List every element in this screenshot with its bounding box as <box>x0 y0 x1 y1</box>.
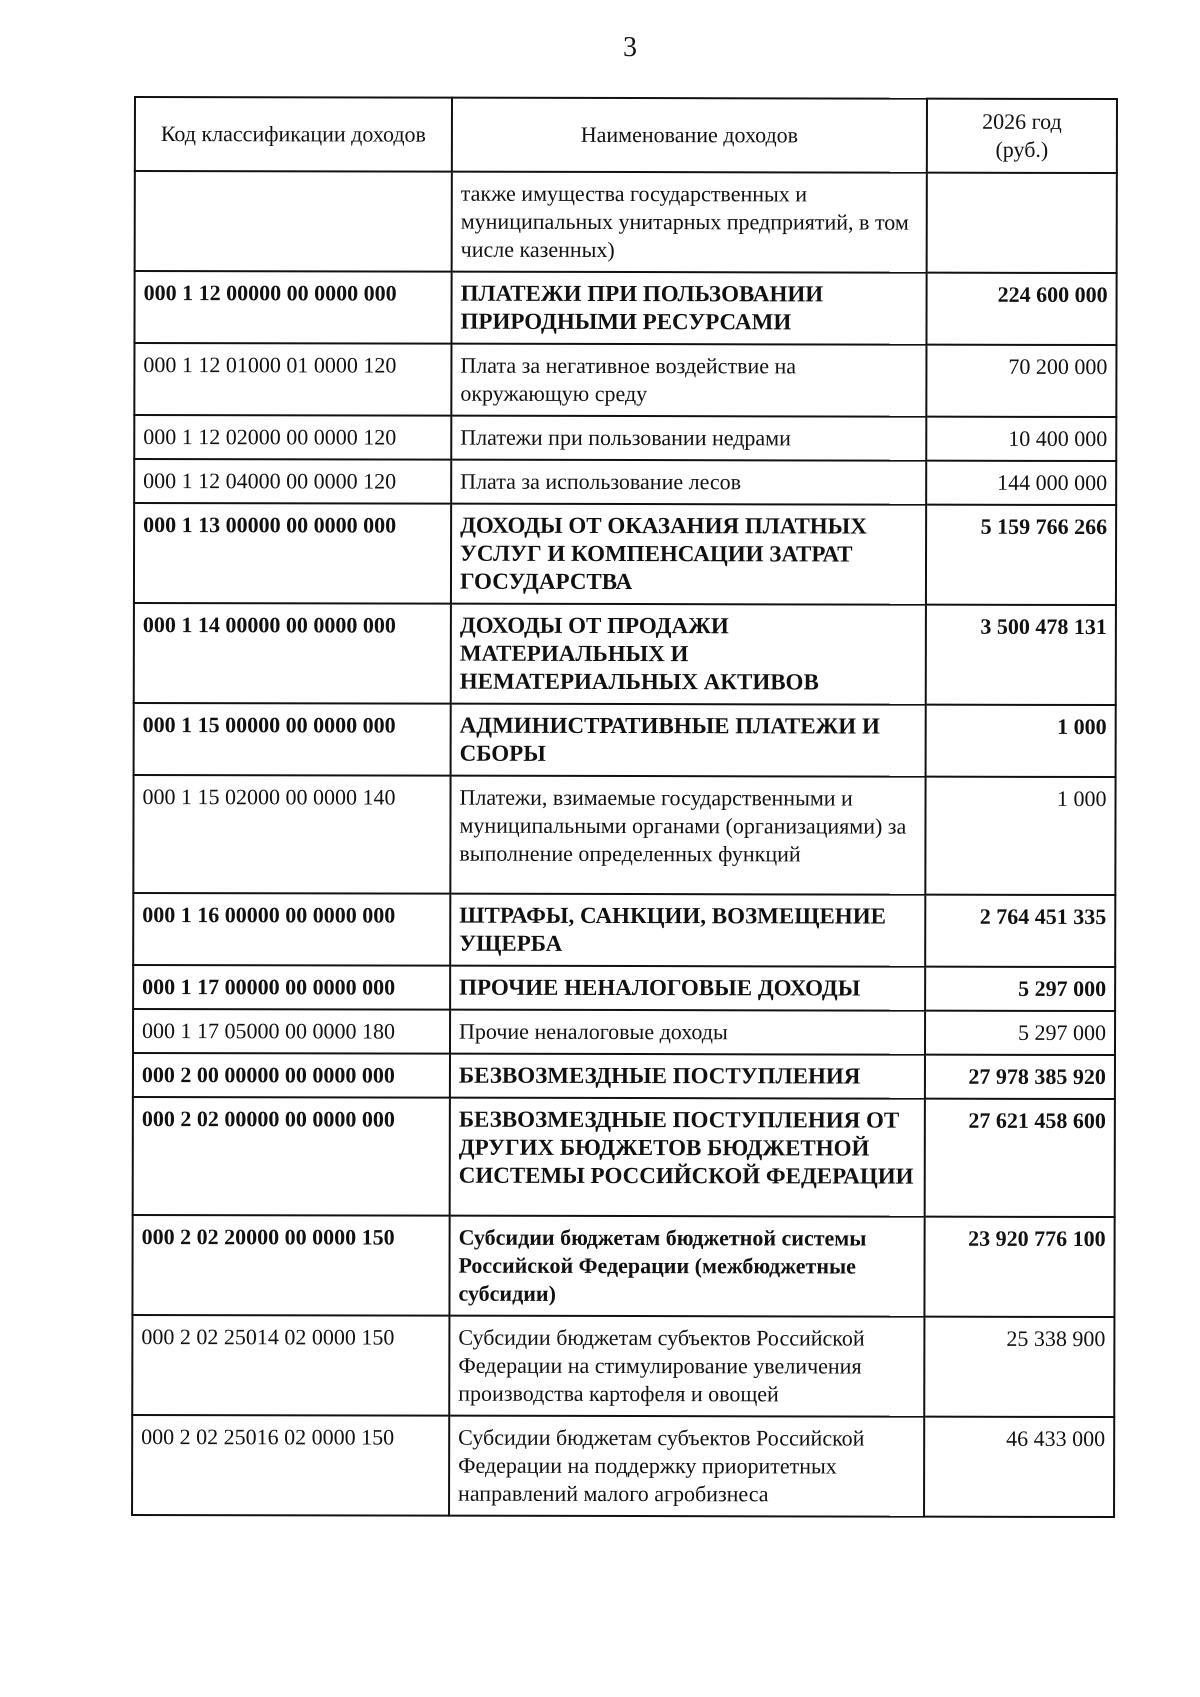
amount-cell: 27 978 385 920 <box>925 1055 1115 1099</box>
header-year <box>927 99 1117 173</box>
code-cell: 000 2 02 00000 00 0000 000 <box>133 1097 450 1216</box>
table-row <box>134 503 1116 605</box>
table-row <box>133 1097 1115 1217</box>
name-cell: Платежи при пользовании недрами <box>451 416 926 461</box>
amount-cell: 224 600 000 <box>926 273 1116 345</box>
amount-cell: 23 920 776 100 <box>924 1217 1114 1317</box>
table-row <box>133 1053 1115 1099</box>
name-cell: ШТРАФЫ, САНКЦИИ, ВОЗМЕЩЕНИЕ УЩЕРБА <box>450 894 925 967</box>
name-cell: ПРОЧИЕ НЕНАЛОГОВЫЕ ДОХОДЫ <box>450 966 925 1011</box>
code-cell: 000 1 16 00000 00 0000 000 <box>133 893 450 966</box>
name-cell: ДОХОДЫ ОТ ПРОДАЖИ МАТЕРИАЛЬНЫХ И НЕМАТЕРИАЛЬНЫХ АКТИВОВ <box>451 604 926 705</box>
code-cell: 000 2 02 20000 00 0000 150 <box>132 1215 449 1316</box>
table-header-row <box>135 97 1117 173</box>
table-row <box>133 1009 1115 1055</box>
amount-cell: 10 400 000 <box>926 417 1116 461</box>
page-number: 3 <box>623 32 637 63</box>
header-year-line1: 2026 год <box>982 108 1062 134</box>
code-cell: 000 2 02 25016 02 0000 150 <box>132 1415 449 1516</box>
amount-cell: 46 433 000 <box>924 1417 1114 1517</box>
code-cell <box>135 171 452 272</box>
code-cell: 000 1 12 04000 00 0000 120 <box>134 459 451 504</box>
name-cell: Субсидии бюджетам субъектов Российской Федерации на поддержку приоритетных направлений малого агробизнеса <box>449 1416 924 1517</box>
revenue-table <box>131 96 1118 1518</box>
name-cell: БЕЗВОЗМЕЗДНЫЕ ПОСТУПЛЕНИЯ ОТ ДРУГИХ БЮДЖЕТОВ БЮДЖЕТНОЙ СИСТЕМЫ РОССИЙСКОЙ ФЕДЕРАЦИИ <box>450 1098 925 1217</box>
name-cell: Платежи, взимаемые государственными и муниципальными органами (организациями) за выполнение определенных функций <box>450 776 925 895</box>
amount-cell: 144 000 000 <box>926 461 1116 505</box>
amount-cell: 2 764 451 335 <box>925 895 1115 967</box>
amount-cell: 1 000 <box>926 705 1116 777</box>
table-row <box>134 459 1116 505</box>
code-cell: 000 1 12 02000 00 0000 120 <box>134 415 451 460</box>
header-name: Наименование доходов <box>452 98 927 173</box>
amount-cell: 27 621 458 600 <box>925 1099 1115 1217</box>
amount-cell: 5 297 000 <box>925 1011 1115 1055</box>
name-cell: также имущества государственных и муниципальных унитарных предприятий, в том числе казенных) <box>452 172 927 273</box>
table-row <box>133 965 1115 1011</box>
name-cell: ПЛАТЕЖИ ПРИ ПОЛЬЗОВАНИИ ПРИРОДНЫМИ РЕСУРСАМИ <box>451 272 926 345</box>
code-cell: 000 1 13 00000 00 0000 000 <box>134 503 451 604</box>
amount-cell: 25 338 900 <box>924 1317 1114 1417</box>
table-row <box>132 1315 1114 1417</box>
table-row <box>134 603 1116 705</box>
code-cell: 000 1 12 01000 01 0000 120 <box>134 343 451 416</box>
name-cell: АДМИНИСТРАТИВНЫЕ ПЛАТЕЖИ И СБОРЫ <box>451 704 926 777</box>
code-cell: 000 1 15 00000 00 0000 000 <box>134 703 451 776</box>
table-row <box>133 775 1115 895</box>
amount-cell: 3 500 478 131 <box>926 605 1116 705</box>
code-cell: 000 1 12 00000 00 0000 000 <box>134 271 451 344</box>
table-row <box>133 893 1115 967</box>
table-row <box>135 171 1117 273</box>
amount-cell: 70 200 000 <box>926 345 1116 417</box>
name-cell: Плата за использование лесов <box>451 460 926 505</box>
table-row <box>132 1415 1114 1517</box>
header-year-line2: (руб.) <box>995 136 1049 162</box>
amount-cell <box>927 173 1117 273</box>
name-cell: БЕЗВОЗМЕЗДНЫЕ ПОСТУПЛЕНИЯ <box>450 1054 925 1099</box>
code-cell: 000 1 17 00000 00 0000 000 <box>133 965 450 1010</box>
table-row <box>134 703 1116 777</box>
name-cell: ДОХОДЫ ОТ ОКАЗАНИЯ ПЛАТНЫХ УСЛУГ И КОМПЕНСАЦИИ ЗАТРАТ ГОСУДАРСТВА <box>451 504 926 605</box>
amount-cell: 1 000 <box>925 777 1115 895</box>
name-cell: Субсидии бюджетам субъектов Российской Федерации на стимулирование увеличения производства картофеля и овощей <box>449 1316 924 1417</box>
name-cell: Прочие неналоговые доходы <box>450 1010 925 1055</box>
code-cell: 000 1 14 00000 00 0000 000 <box>134 603 451 704</box>
name-cell: Плата за негативное воздействие на окружающую среду <box>451 344 926 417</box>
table-row <box>134 271 1116 345</box>
code-cell: 000 2 02 25014 02 0000 150 <box>132 1315 449 1416</box>
code-cell: 000 1 17 05000 00 0000 180 <box>133 1009 450 1054</box>
table-row <box>132 1215 1114 1317</box>
header-code: Код классификации доходов <box>135 97 452 172</box>
table-row <box>134 415 1116 461</box>
amount-cell: 5 159 766 266 <box>926 505 1116 605</box>
table-row <box>134 343 1116 417</box>
code-cell: 000 1 15 02000 00 0000 140 <box>133 775 450 894</box>
amount-cell: 5 297 000 <box>925 967 1115 1011</box>
code-cell: 000 2 00 00000 00 0000 000 <box>133 1053 450 1098</box>
name-cell: Субсидии бюджетам бюджетной системы Российской Федерации (межбюджетные субсидии) <box>449 1216 924 1317</box>
